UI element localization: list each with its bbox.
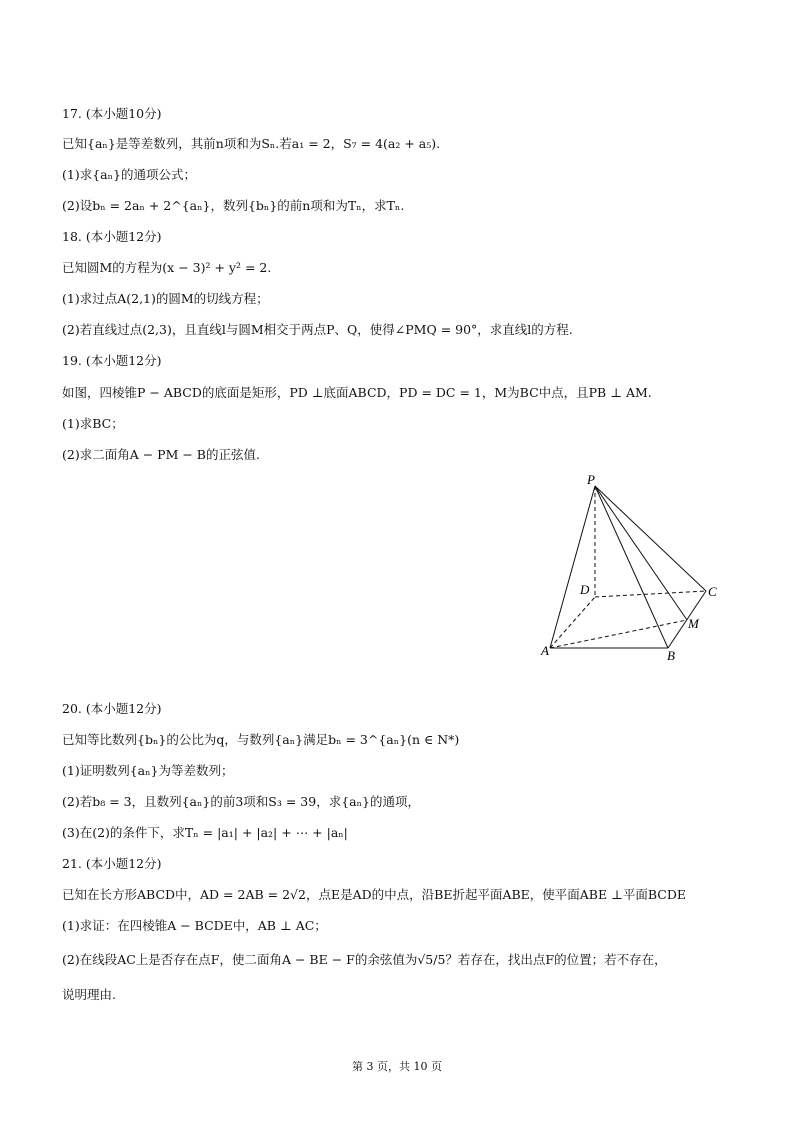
problem-21-header: 21. (本小题12分)	[62, 856, 162, 871]
problem-20-part3: (3)在(2)的条件下，求Tₙ = |a₁| + |a₂| + ⋯ + |aₙ|	[62, 825, 348, 840]
problem-20-header: 20. (本小题12分)	[62, 701, 162, 716]
problem-19-part2: (2)求二面角A − PM − B的正弦值.	[62, 447, 260, 462]
problem-20-part2: (2)若b₈ = 3，且数列{aₙ}的前3项和S₃ = 39，求{aₙ}的通项，	[62, 794, 420, 809]
problem-21-part2: (2)在线段AC上是否存在点F，使二面角A − BE − F的余弦值为√5/5？若存在，找出点F的位置；若不存在，	[62, 952, 667, 967]
problem-20-part1: (1)证明数列{aₙ}为等差数列；	[62, 763, 234, 778]
edge-PC	[595, 486, 706, 591]
edge-PB	[595, 486, 668, 648]
problem-19-header: 19. (本小题12分)	[62, 353, 162, 368]
problem-17-part1: (1)求{aₙ}的通项公式；	[62, 167, 196, 182]
problem-19-stem: 如图，四棱锥P − ABCD的底面是矩形，PD ⊥底面ABCD，PD = DC = 1，M为BC中点，且PB ⊥ AM.	[62, 385, 652, 400]
problem-18-part2: (2)若直线过点(2,3)，且直线l与圆M相交于两点P、Q，使得∠PMQ = 90°，求直线l的方程.	[62, 322, 573, 337]
edge-BC	[668, 591, 706, 648]
problem-18-part1: (1)求过点A(2,1)的圆M的切线方程；	[62, 291, 269, 306]
problem-18-stem: 已知圆M的方程为(x − 3)² + y² = 2.	[62, 260, 272, 275]
problem-17-part2: (2)设bₙ = 2aₙ + 2^{aₙ}，数列{bₙ}的前n项和为Tₙ，求Tₙ.	[62, 198, 405, 213]
problem-19-part1: (1)求BC；	[62, 416, 124, 431]
label-D: D	[580, 582, 590, 597]
edge-DC	[595, 591, 706, 597]
edge-PM	[595, 486, 687, 620]
pyramid-figure	[538, 470, 728, 665]
page-footer: 第 3 页，共 10 页	[352, 1060, 442, 1073]
edge-PA	[550, 486, 595, 648]
problem-21-part1: (1)求证：在四棱锥A − BCDE中，AB ⊥ AC；	[62, 918, 327, 933]
label-B: B	[667, 648, 675, 663]
problem-21-part2-cont: 说明理由.	[62, 987, 116, 1002]
problem-21-stem: 已知在长方形ABCD中，AD = 2AB = 2√2，点E是AD的中点，沿BE折起平面ABE，使平面ABE ⊥平面BCDE	[62, 887, 686, 902]
label-P: P	[587, 472, 595, 487]
problem-20-stem: 已知等比数列{bₙ}的公比为q，与数列{aₙ}满足bₙ = 3^{aₙ}(n ∈ N*)	[62, 732, 460, 747]
label-M: M	[688, 616, 699, 631]
problem-17-header: 17. (本小题10分)	[62, 106, 162, 121]
problem-18-header: 18. (本小题12分)	[62, 229, 162, 244]
problem-17-stem: 已知{aₙ}是等差数列，其前n项和为Sₙ.若a₁ = 2，S₇ = 4(a₂ + a₅).	[62, 136, 441, 151]
label-C: C	[708, 584, 717, 599]
label-A: A	[541, 643, 549, 658]
